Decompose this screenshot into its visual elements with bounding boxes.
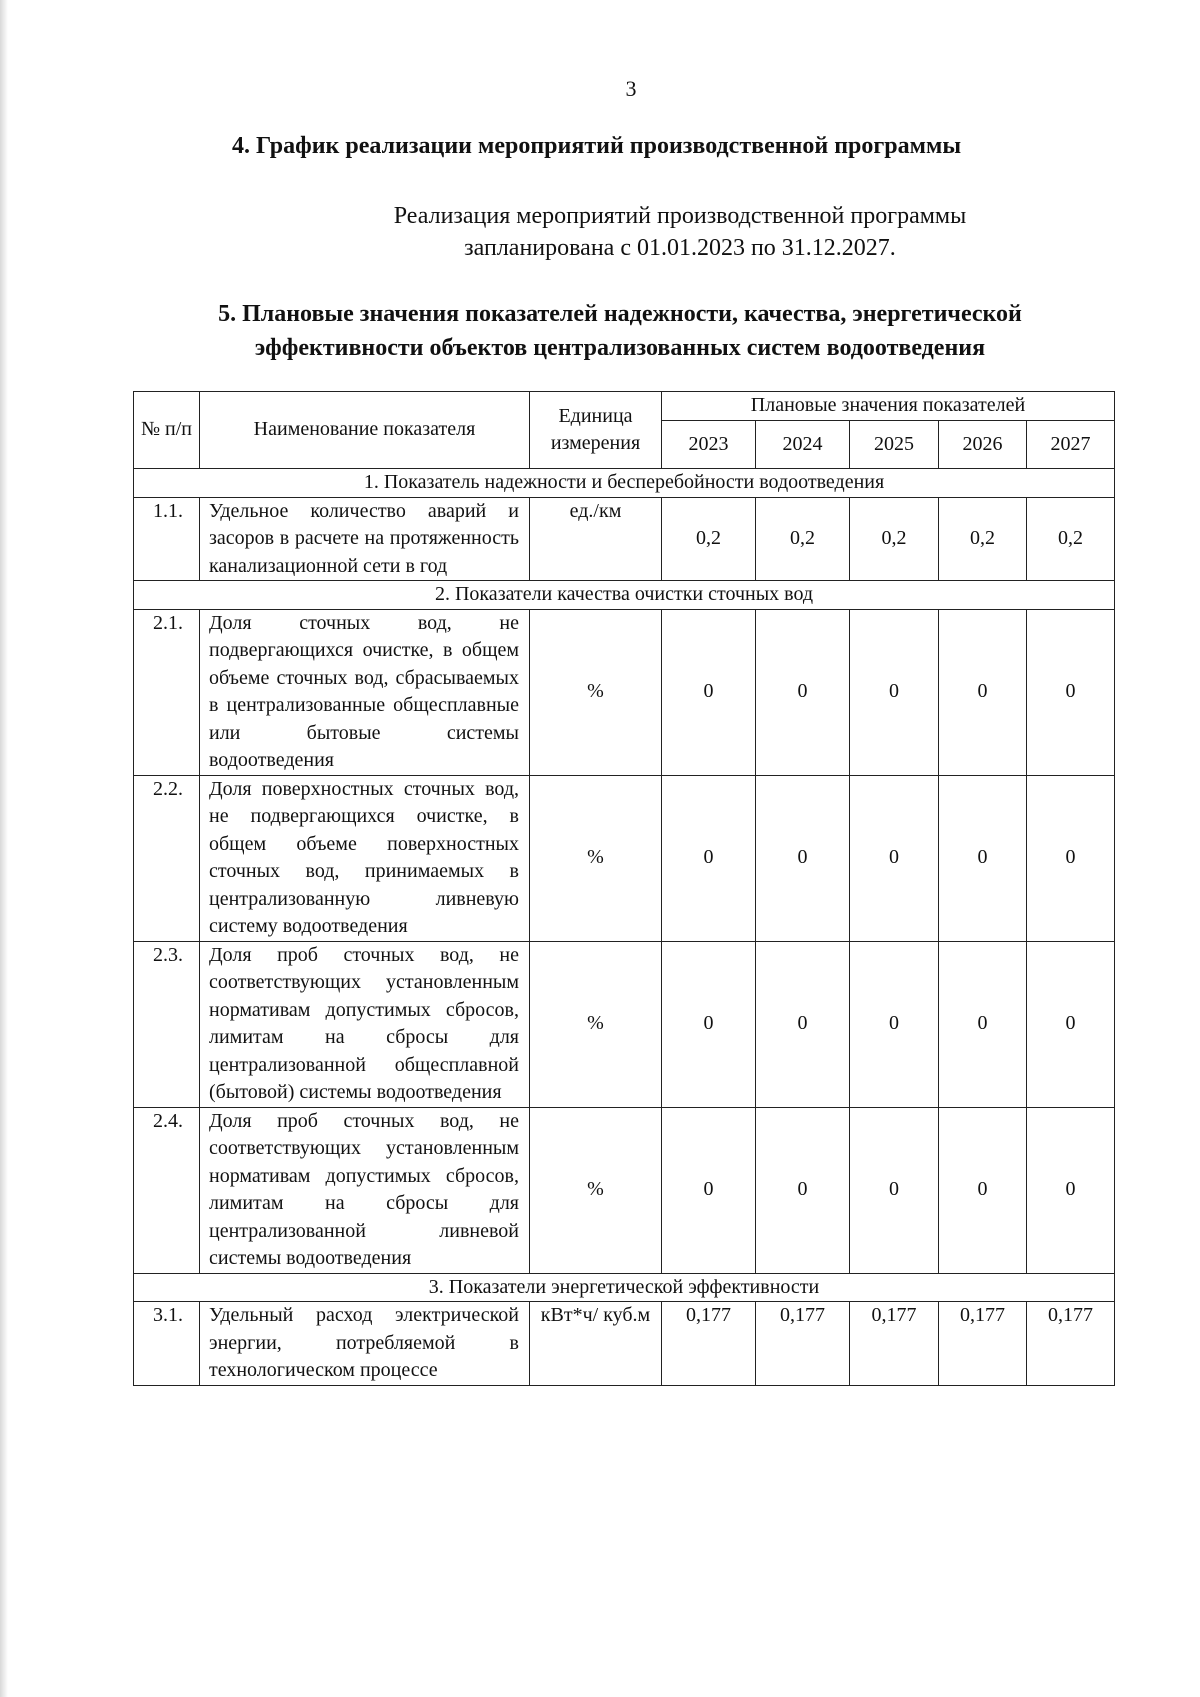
header-year: 2025: [850, 420, 939, 469]
table-row: [134, 1302, 1115, 1386]
row-name: Доля проб сточных вод, не соответствующих установленным нормативам допустимых сбросов, лимитам на сбросы для централизованной ливневой системы водоотведения: [200, 1107, 530, 1273]
section-4-text-line1: Реализация мероприятий производственной программы: [393, 203, 967, 229]
row-value: 0: [939, 941, 1027, 1107]
row-number: 2.1.: [134, 609, 200, 775]
row-unit: ед./км: [530, 497, 662, 581]
table-row: [134, 497, 1115, 581]
row-value: 0: [850, 609, 939, 775]
table-row: [134, 941, 1115, 1107]
row-value: 0,2: [939, 497, 1027, 581]
row-value: 0: [850, 941, 939, 1107]
row-value: 0: [1027, 775, 1115, 941]
row-unit: %: [530, 609, 662, 775]
row-value: 0: [756, 1107, 850, 1273]
row-value: 0,177: [662, 1302, 756, 1386]
section-5-heading-line2: эффективности объектов централизованных систем водоотведения: [254, 335, 986, 361]
row-number: 1.1.: [134, 497, 200, 581]
section-4-text-line2: запланирована с 01.01.2023 по 31.12.2027.: [464, 235, 896, 261]
section-title: 1. Показатель надежности и бесперебойности водоотведения: [134, 469, 1115, 498]
row-value: 0,177: [756, 1302, 850, 1386]
row-value: 0,2: [662, 497, 756, 581]
row-name: Удельный расход электрической энергии, потребляемой в технологическом процессе: [200, 1302, 530, 1386]
row-name: Доля проб сточных вод, не соответствующих установленным нормативам допустимых сбросов, лимитам на сбросы для централизованной общесплавной (бытовой) системы водоотведения: [200, 941, 530, 1107]
row-value: 0,177: [939, 1302, 1027, 1386]
row-number: 2.4.: [134, 1107, 200, 1273]
section-row: [134, 581, 1115, 610]
row-value: 0,2: [1027, 497, 1115, 581]
header-year: 2026: [939, 420, 1027, 469]
row-value: 0: [939, 775, 1027, 941]
header-planned-values: Плановые значения показателей: [662, 392, 1115, 421]
row-value: 0: [850, 775, 939, 941]
row-value: 0,2: [850, 497, 939, 581]
row-value: 0: [662, 609, 756, 775]
row-value: 0: [662, 1107, 756, 1273]
row-value: 0: [939, 1107, 1027, 1273]
row-value: 0: [662, 941, 756, 1107]
row-value: 0,177: [850, 1302, 939, 1386]
section-title: 2. Показатели качества очистки сточных вод: [134, 581, 1115, 610]
indicators-table: [133, 391, 1115, 1386]
row-name: Доля сточных вод, не подвергающихся очистке, в общем объеме сточных вод, сбрасываемых в централизованные общесплавные или бытовые системы водоотведения: [200, 609, 530, 775]
row-value: 0: [1027, 1107, 1115, 1273]
header-number: № п/п: [134, 392, 200, 469]
table-row: [134, 1107, 1115, 1273]
header-unit: Единица измерения: [530, 392, 662, 469]
row-value: 0: [939, 609, 1027, 775]
row-number: 2.2.: [134, 775, 200, 941]
row-value: 0: [756, 941, 850, 1107]
section-row: [134, 469, 1115, 498]
row-unit: кВт*ч/ куб.м: [530, 1302, 662, 1386]
section-4-heading: 4. График реализации мероприятий производственной программы: [232, 133, 962, 159]
table-row: [134, 775, 1115, 941]
row-value: 0: [756, 775, 850, 941]
row-unit: %: [530, 775, 662, 941]
row-unit: %: [530, 1107, 662, 1273]
section-5-heading: [130, 297, 1110, 365]
table-header-row-1: [134, 392, 1115, 421]
section-5-heading-line1: 5. Плановые значения показателей надежности, качества, энергетической: [218, 301, 1022, 327]
header-year: 2027: [1027, 420, 1115, 469]
section-row: [134, 1273, 1115, 1302]
row-number: 2.3.: [134, 941, 200, 1107]
row-value: 0: [850, 1107, 939, 1273]
page-edge-shadow: [0, 0, 8, 1697]
row-value: 0,2: [756, 497, 850, 581]
section-4-text: [300, 200, 1060, 264]
header-year: 2023: [662, 420, 756, 469]
page-number: 3: [625, 76, 637, 101]
row-value: 0,177: [1027, 1302, 1115, 1386]
section-title: 3. Показатели энергетической эффективности: [134, 1273, 1115, 1302]
header-name: Наименование показателя: [200, 392, 530, 469]
row-name: Удельное количество аварий и засоров в расчете на протяженность канализационной сети в год: [200, 497, 530, 581]
row-value: 0: [1027, 609, 1115, 775]
row-name: Доля поверхностных сточных вод, не подвергающихся очистке, в общем объеме поверхностных сточных вод, принимаемых в централизованную ливневую систему водоотведения: [200, 775, 530, 941]
row-value: 0: [662, 775, 756, 941]
row-number: 3.1.: [134, 1302, 200, 1386]
row-value: 0: [756, 609, 850, 775]
header-year: 2024: [756, 420, 850, 469]
table-row: [134, 609, 1115, 775]
row-value: 0: [1027, 941, 1115, 1107]
row-unit: %: [530, 941, 662, 1107]
